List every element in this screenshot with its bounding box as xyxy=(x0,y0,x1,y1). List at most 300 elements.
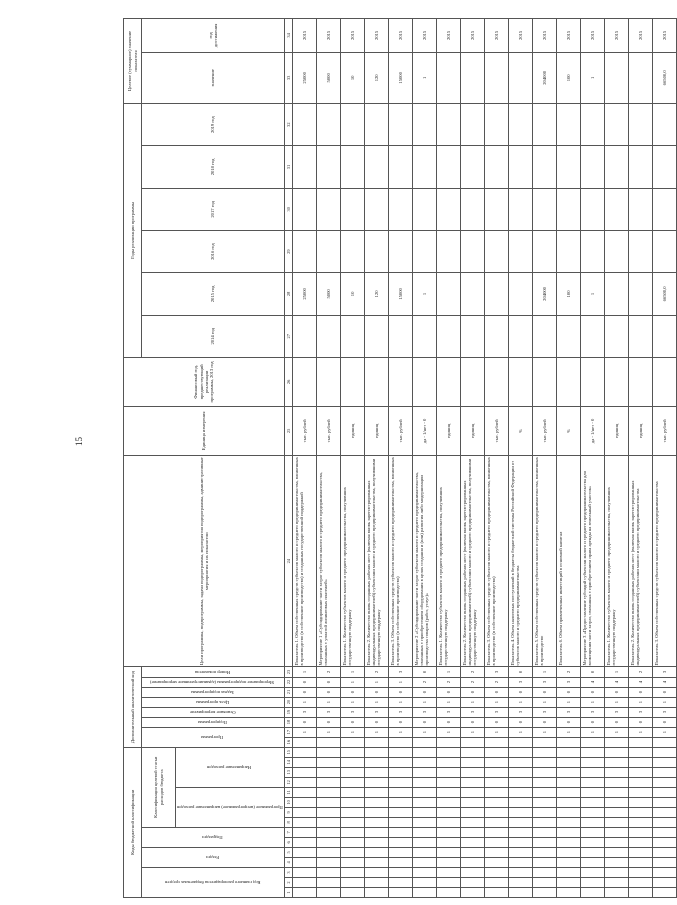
code-cell xyxy=(533,887,557,897)
column-index-cell: 4 xyxy=(285,857,293,867)
year-2014-cell xyxy=(389,315,413,357)
code-cell: 0 xyxy=(557,717,581,727)
year-2014-cell xyxy=(413,315,437,357)
code-cell xyxy=(605,817,629,827)
code-cell xyxy=(485,827,509,837)
year-2017-cell xyxy=(653,188,677,230)
code-cell: 1 xyxy=(653,727,677,737)
table-row xyxy=(413,19,437,898)
code-cell xyxy=(653,777,677,787)
code-cell: 0 xyxy=(341,717,365,727)
code-cell xyxy=(629,857,653,867)
table-row xyxy=(389,19,413,898)
year-2019-cell xyxy=(557,103,581,145)
code-cell xyxy=(509,807,533,817)
code-cell xyxy=(485,847,509,857)
code-cell xyxy=(653,837,677,847)
year-2017-cell xyxy=(437,188,461,230)
column-index-cell: 33 xyxy=(285,52,293,103)
code-cell xyxy=(485,787,509,797)
code-cell: 0 xyxy=(509,717,533,727)
code-cell: 0 xyxy=(533,687,557,697)
code-cell xyxy=(605,787,629,797)
code-cell xyxy=(605,837,629,847)
year-2017-cell xyxy=(293,188,317,230)
target-value-cell: 100 xyxy=(557,52,581,103)
column-index-cell: 23 xyxy=(285,667,293,677)
code-cell xyxy=(629,847,653,857)
code-cell xyxy=(293,787,317,797)
year-2015-cell xyxy=(437,273,461,315)
code-cell xyxy=(653,737,677,747)
code-cell xyxy=(653,887,677,897)
year-2019-cell xyxy=(461,103,485,145)
code-cell xyxy=(533,787,557,797)
code-cell: 1 xyxy=(317,697,341,707)
target-year-cell: 2015 xyxy=(533,19,557,53)
code-cell xyxy=(389,827,413,837)
year-2016-cell xyxy=(293,230,317,272)
code-cell xyxy=(581,877,605,887)
target-year-cell: 2015 xyxy=(485,19,509,53)
code-cell xyxy=(557,797,581,807)
code-cell xyxy=(293,817,317,827)
year-2019-cell xyxy=(509,103,533,145)
code-cell: 0 xyxy=(605,687,629,697)
target-year-cell: 2015 xyxy=(509,19,533,53)
code-cell xyxy=(341,817,365,827)
year-2019-cell xyxy=(389,103,413,145)
code-cell: 1 xyxy=(437,727,461,737)
year-2016-header: 2016 год xyxy=(142,230,285,272)
code-cell xyxy=(293,747,317,757)
target-year-cell: 2015 xyxy=(461,19,485,53)
code-cell xyxy=(317,847,341,857)
code-cell xyxy=(461,857,485,867)
indicator-text-cell: Показатель 3. Объем собственных средств субъектов малого и среднего предпринимательства, вложенных в производство (в собственное производство) xyxy=(389,455,413,667)
code-cell xyxy=(581,807,605,817)
financing-cell xyxy=(437,357,461,406)
code-cell: 1 xyxy=(533,697,557,707)
code-cell xyxy=(461,747,485,757)
code-cell: 0 xyxy=(437,687,461,697)
code-cell xyxy=(365,767,389,777)
code-cell: 3 xyxy=(509,707,533,717)
year-2017-cell xyxy=(461,188,485,230)
code-cell xyxy=(365,737,389,747)
column-index-cell: 11 xyxy=(285,787,293,797)
code-cell xyxy=(461,787,485,797)
column-index-cell: 2 xyxy=(285,877,293,887)
code-cell: 0 xyxy=(317,717,341,727)
code-cell: 4 xyxy=(629,677,653,687)
code-cell xyxy=(533,867,557,877)
code-cell: 0 xyxy=(341,687,365,697)
year-2017-cell xyxy=(509,188,533,230)
code-cell xyxy=(437,857,461,867)
code-cell xyxy=(533,747,557,757)
unit-cell: тыс. рублей xyxy=(485,406,509,455)
code-cell xyxy=(437,757,461,767)
code-cell xyxy=(389,807,413,817)
year-2018-cell xyxy=(581,146,605,188)
code-cell xyxy=(293,767,317,777)
code-cell xyxy=(605,887,629,897)
table-row xyxy=(365,19,389,898)
code-cell: 0 xyxy=(653,687,677,697)
table-row xyxy=(533,19,557,898)
code-cell xyxy=(341,837,365,847)
code-cell xyxy=(533,847,557,857)
code-cell xyxy=(581,817,605,827)
code-cell xyxy=(293,807,317,817)
code-cell xyxy=(485,737,509,747)
target-year-cell: 2015 xyxy=(605,19,629,53)
code-cell xyxy=(317,757,341,767)
year-2019-cell xyxy=(581,103,605,145)
goals-column-header: Цели программы, подпрограммы, задачи подпрограммы, мероприятия подпрограммы, административные мероприятия и их показатели xyxy=(124,455,285,667)
financing-cell xyxy=(461,357,485,406)
year-2019-cell xyxy=(341,103,365,145)
code-cell: 1 xyxy=(413,697,437,707)
code-cell xyxy=(629,827,653,837)
code-cell xyxy=(557,757,581,767)
column-index-cell: 30 xyxy=(285,188,293,230)
unit-cell: да - 1/нет - 0 xyxy=(413,406,437,455)
code-cell xyxy=(293,887,317,897)
code-cell: 3 xyxy=(509,677,533,687)
year-2014-cell xyxy=(341,315,365,357)
column-index-cell: 8 xyxy=(285,817,293,827)
code-cell xyxy=(533,817,557,827)
code-cell xyxy=(485,877,509,887)
year-2018-header: 2018 год xyxy=(142,146,285,188)
code-cell xyxy=(461,867,485,877)
code-cell xyxy=(605,877,629,887)
code-cell xyxy=(629,867,653,877)
column-index-cell: 28 xyxy=(285,273,293,315)
code-cell: 2 xyxy=(461,677,485,687)
code-cell xyxy=(437,777,461,787)
code-cell xyxy=(605,757,629,767)
code-cell xyxy=(317,737,341,747)
code-cell xyxy=(605,847,629,857)
year-2014-header: 2014 год xyxy=(142,315,285,357)
indicator-text-cell: Мероприятие 3 «Предоставление субсидий субъектам малого и среднего предпринимательства для возмещения части затрат, связанных с приобретением права аренды на земельный участок» xyxy=(581,455,605,667)
code-cell: 0 xyxy=(605,717,629,727)
year-2014-cell xyxy=(317,315,341,357)
column-index-cell: 5 xyxy=(285,847,293,857)
code-cell xyxy=(389,837,413,847)
code-cell: 0 xyxy=(437,717,461,727)
code-cell xyxy=(437,847,461,857)
code-cell xyxy=(653,757,677,767)
code-cell xyxy=(413,737,437,747)
code-cell xyxy=(341,757,365,767)
column-index-cell: 9 xyxy=(285,807,293,817)
code-cell: 1 xyxy=(389,677,413,687)
code-cell xyxy=(365,787,389,797)
code-cell xyxy=(509,817,533,827)
year-2016-cell xyxy=(485,230,509,272)
meropriyatie-header: Мероприятие подпрограммы (административное мероприятие) xyxy=(150,679,275,685)
code-cell: 0 xyxy=(581,717,605,727)
column-index-cell: 20 xyxy=(285,697,293,707)
code-cell xyxy=(389,797,413,807)
year-2015-cell: 10 xyxy=(341,273,365,315)
target-year-cell: 2015 xyxy=(413,19,437,53)
code-cell xyxy=(581,857,605,867)
zadacha-header: Задача подпрограммы xyxy=(190,689,234,695)
code-cell xyxy=(509,857,533,867)
code-cell xyxy=(653,797,677,807)
table-body xyxy=(293,19,677,898)
year-2015-cell: 100 xyxy=(557,273,581,315)
programma-header: Программа xyxy=(201,734,224,740)
code-cell: 1 xyxy=(365,697,389,707)
code-cell: 0 xyxy=(557,687,581,697)
code-cell: 0 xyxy=(389,687,413,697)
code-cell xyxy=(461,737,485,747)
code-cell xyxy=(365,867,389,877)
code-cell xyxy=(509,777,533,787)
code-cell xyxy=(317,767,341,777)
year-2014-cell xyxy=(557,315,581,357)
code-cell: 2 xyxy=(629,667,653,677)
code-cell xyxy=(365,747,389,757)
unit-cell: тыс. рублей xyxy=(533,406,557,455)
code-cell xyxy=(341,807,365,817)
code-cell: 1 xyxy=(557,697,581,707)
code-cell: 0 xyxy=(317,687,341,697)
code-cell xyxy=(389,817,413,827)
year-2017-cell xyxy=(533,188,557,230)
year-2016-cell xyxy=(629,230,653,272)
code-cell: 1 xyxy=(509,697,533,707)
table-row xyxy=(461,19,485,898)
code-cell xyxy=(341,887,365,897)
code-cell xyxy=(317,877,341,887)
financing-cell xyxy=(317,357,341,406)
column-index-cell: 10 xyxy=(285,797,293,807)
code-cell: 0 xyxy=(581,687,605,697)
column-index-cell: 29 xyxy=(285,230,293,272)
code-cell: 1 xyxy=(557,727,581,737)
table-row xyxy=(509,19,533,898)
year-2017-cell xyxy=(485,188,509,230)
code-cell xyxy=(629,787,653,797)
year-2016-cell xyxy=(341,230,365,272)
code-cell xyxy=(365,807,389,817)
code-cell xyxy=(533,737,557,747)
code-cell xyxy=(413,877,437,887)
column-index-row xyxy=(285,19,293,898)
year-2019-cell xyxy=(653,103,677,145)
budget-codes-header: Коды бюджетной классификации xyxy=(124,747,142,897)
code-cell: 1 xyxy=(341,697,365,707)
code-cell: 3 xyxy=(485,707,509,717)
financing-cell xyxy=(581,357,605,406)
year-2018-cell xyxy=(653,146,677,188)
target-value-cell: 10 xyxy=(341,52,365,103)
year-2014-cell xyxy=(461,315,485,357)
indicator-text-cell: Показатель 1. Количество субъектов малого и среднего предпринимательства, получивших государственную поддержку xyxy=(437,455,461,667)
code-cell xyxy=(653,877,677,887)
code-cell xyxy=(629,887,653,897)
target-year-cell: 2015 xyxy=(653,19,677,53)
code-cell xyxy=(461,887,485,897)
table-row xyxy=(629,19,653,898)
indicator-text-cell: Показатель 3. Объем собственных средств субъектов малого и среднего предпринимательства xyxy=(653,455,677,667)
financing-cell xyxy=(557,357,581,406)
code-cell: 1 xyxy=(365,677,389,687)
code-cell: 0 xyxy=(317,677,341,687)
code-cell xyxy=(437,787,461,797)
code-cell xyxy=(605,867,629,877)
code-cell: 0 xyxy=(629,717,653,727)
target-value-cell: 1 xyxy=(413,52,437,103)
target-value-cell: 1 xyxy=(581,52,605,103)
year-2018-cell xyxy=(605,146,629,188)
code-cell xyxy=(653,857,677,867)
code-cell xyxy=(629,807,653,817)
code-cell: 3 xyxy=(557,707,581,717)
code-cell xyxy=(437,867,461,877)
column-index-cell: 12 xyxy=(285,777,293,787)
year-2017-cell xyxy=(341,188,365,230)
code-cell xyxy=(293,867,317,877)
code-cell: 1 xyxy=(533,667,557,677)
code-cell xyxy=(629,797,653,807)
code-cell xyxy=(557,887,581,897)
code-cell: 1 xyxy=(653,697,677,707)
code-cell: 0 xyxy=(389,717,413,727)
code-cell xyxy=(317,797,341,807)
code-cell xyxy=(317,857,341,867)
code-cell xyxy=(533,777,557,787)
code-cell xyxy=(461,767,485,777)
code-cell: 1 xyxy=(533,727,557,737)
code-cell xyxy=(389,877,413,887)
column-index-cell: 16 xyxy=(285,737,293,747)
code-cell: 3 xyxy=(533,707,557,717)
financing-cell xyxy=(365,357,389,406)
code-cell xyxy=(629,747,653,757)
target-year-cell: 2015 xyxy=(341,19,365,53)
code-cell: 3 xyxy=(485,667,509,677)
code-cell: 2 xyxy=(413,677,437,687)
column-index-cell: 1 xyxy=(285,887,293,897)
year-2016-cell xyxy=(581,230,605,272)
code-cell xyxy=(341,787,365,797)
column-index-cell: 6 xyxy=(285,837,293,847)
year-2018-cell xyxy=(413,146,437,188)
code-cell xyxy=(629,757,653,767)
code-cell xyxy=(509,797,533,807)
year-2019-cell xyxy=(317,103,341,145)
code-cell xyxy=(365,847,389,857)
financing-cell xyxy=(341,357,365,406)
razdel-header: Раздел xyxy=(205,855,219,861)
code-cell: 0 xyxy=(629,687,653,697)
year-2015-cell: 5000 xyxy=(317,273,341,315)
code-cell xyxy=(365,837,389,847)
code-cell xyxy=(629,737,653,747)
financing-cell xyxy=(653,357,677,406)
code-cell xyxy=(557,737,581,747)
unit-cell: тыс. рублей xyxy=(317,406,341,455)
code-cell xyxy=(557,857,581,867)
code-cell xyxy=(389,777,413,787)
column-index-cell: 22 xyxy=(285,677,293,687)
code-cell xyxy=(653,817,677,827)
code-cell xyxy=(341,857,365,867)
code-cell xyxy=(389,887,413,897)
year-2019-cell xyxy=(437,103,461,145)
column-index-cell: 17 xyxy=(285,727,293,737)
code-cell xyxy=(293,777,317,787)
year-2018-cell xyxy=(437,146,461,188)
code-cell: 1 xyxy=(485,697,509,707)
code-cell xyxy=(485,797,509,807)
code-cell xyxy=(293,857,317,867)
column-index-cell: 14 xyxy=(285,757,293,767)
column-index-cell: 19 xyxy=(285,707,293,717)
column-index-cell: 27 xyxy=(285,315,293,357)
code-cell xyxy=(413,787,437,797)
code-cell xyxy=(581,747,605,757)
code-cell xyxy=(413,857,437,867)
code-cell xyxy=(485,767,509,777)
code-cell xyxy=(581,827,605,837)
code-cell xyxy=(605,797,629,807)
code-cell xyxy=(509,747,533,757)
code-cell: 0 xyxy=(485,717,509,727)
code-cell xyxy=(557,877,581,887)
code-cell: 3 xyxy=(533,677,557,687)
code-cell xyxy=(629,777,653,787)
code-cell xyxy=(557,867,581,877)
year-2014-cell xyxy=(629,315,653,357)
code-cell: 2 xyxy=(461,667,485,677)
code-cell xyxy=(413,757,437,767)
target-year-cell: 2015 xyxy=(437,19,461,53)
code-cell xyxy=(605,777,629,787)
code-cell xyxy=(341,877,365,887)
year-2017-cell xyxy=(605,188,629,230)
code-cell xyxy=(509,887,533,897)
target-year-cell: 2015 xyxy=(581,19,605,53)
unit-cell: тыс. рублей xyxy=(653,406,677,455)
year-2016-cell xyxy=(533,230,557,272)
year-2018-cell xyxy=(365,146,389,188)
code-cell: 1 xyxy=(461,727,485,737)
code-cell xyxy=(557,847,581,857)
code-cell: 1 xyxy=(293,667,317,677)
column-index-cell: 15 xyxy=(285,747,293,757)
code-cell xyxy=(437,887,461,897)
value-header: значение xyxy=(142,52,285,103)
code-cell xyxy=(413,847,437,857)
code-cell xyxy=(533,877,557,887)
year-2016-cell xyxy=(317,230,341,272)
code-cell xyxy=(389,847,413,857)
code-cell xyxy=(581,847,605,857)
table-row xyxy=(557,19,581,898)
code-cell xyxy=(341,777,365,787)
year-2015-cell: 66500,0 xyxy=(653,273,677,315)
column-index-cell: 21 xyxy=(285,687,293,697)
